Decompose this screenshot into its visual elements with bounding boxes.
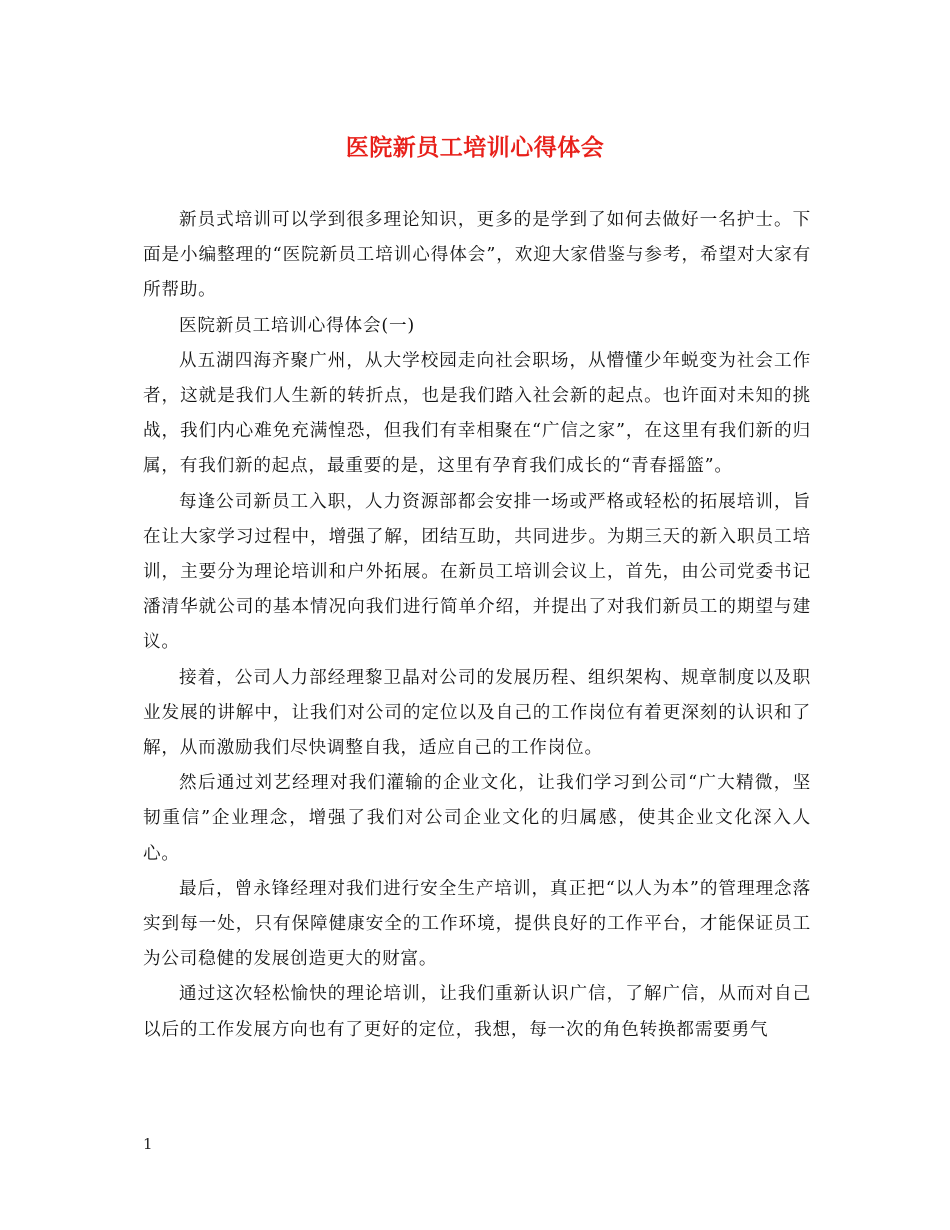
body-paragraph: 最后，曾永锋经理对我们进行安全生产培训，真正把“以人为本”的管理理念落实到每一处，只有保障健康安全的工作环境，提供良好的工作平台，才能保证员工为公司稳健的发展创造更大的财富。 — [143, 878, 811, 970]
body-paragraph: 然后通过刘艺经理对我们灌输的企业文化，让我们学习到公司“广大精微，坚韧重信”企业理念，增强了我们对公司企业文化的归属感，使其企业文化深入人心。 — [143, 773, 811, 864]
intro-paragraph: 新员式培训可以学到很多理论知识，更多的是学到了如何去做好一名护士。下面是小编整理的“医院新员工培训心得体会”，欢迎大家借鉴与参考，希望对大家有所帮助。 — [143, 210, 811, 301]
page-number: 1 — [143, 1135, 153, 1153]
section-heading: 医院新员工培训心得体会(一) — [179, 315, 416, 336]
body-paragraph: 接着，公司人力部经理黎卫晶对公司的发展历程、组织架构、规章制度以及职业发展的讲解中，让我们对公司的定位以及自己的工作岗位有着更深刻的认识和了解，从而激励我们尽快调整自我，适应自己的工作岗位。 — [143, 667, 811, 759]
body-paragraph: 每逢公司新员工入职，人力资源部都会安排一场或严格或轻松的拓展培训，旨在让大家学习过程中，增强了解，团结互助，共同进步。为期三天的新入职员工培训，主要分为理论培训和户外拓展。在新员工培训会议上，首先，由公司党委书记潘清华就公司的基本情况向我们进行简单介绍，并提出了对我们新员工的期望与建议。 — [143, 491, 811, 653]
document-body — [143, 203, 811, 1048]
body-paragraph: 从五湖四海齐聚广州，从大学校园走向社会职场，从懵懂少年蜕变为社会工作者，这就是我们人生新的转折点，也是我们踏入社会新的起点。也许面对未知的挑战，我们内心难免充满惶恐，但我们有幸相聚在“广信之家”，在这里有我们新的归属，有我们新的起点，最重要的是，这里有孕育我们成长的“青春摇篮”。 — [143, 350, 811, 477]
body-paragraph: 通过这次轻松愉快的理论培训，让我们重新认识广信，了解广信，从而对自己以后的工作发展方向也有了更好的定位，我想，每一次的角色转换都需要勇气 — [143, 984, 811, 1040]
document-title: 医院新员工培训心得体会 — [345, 134, 605, 161]
